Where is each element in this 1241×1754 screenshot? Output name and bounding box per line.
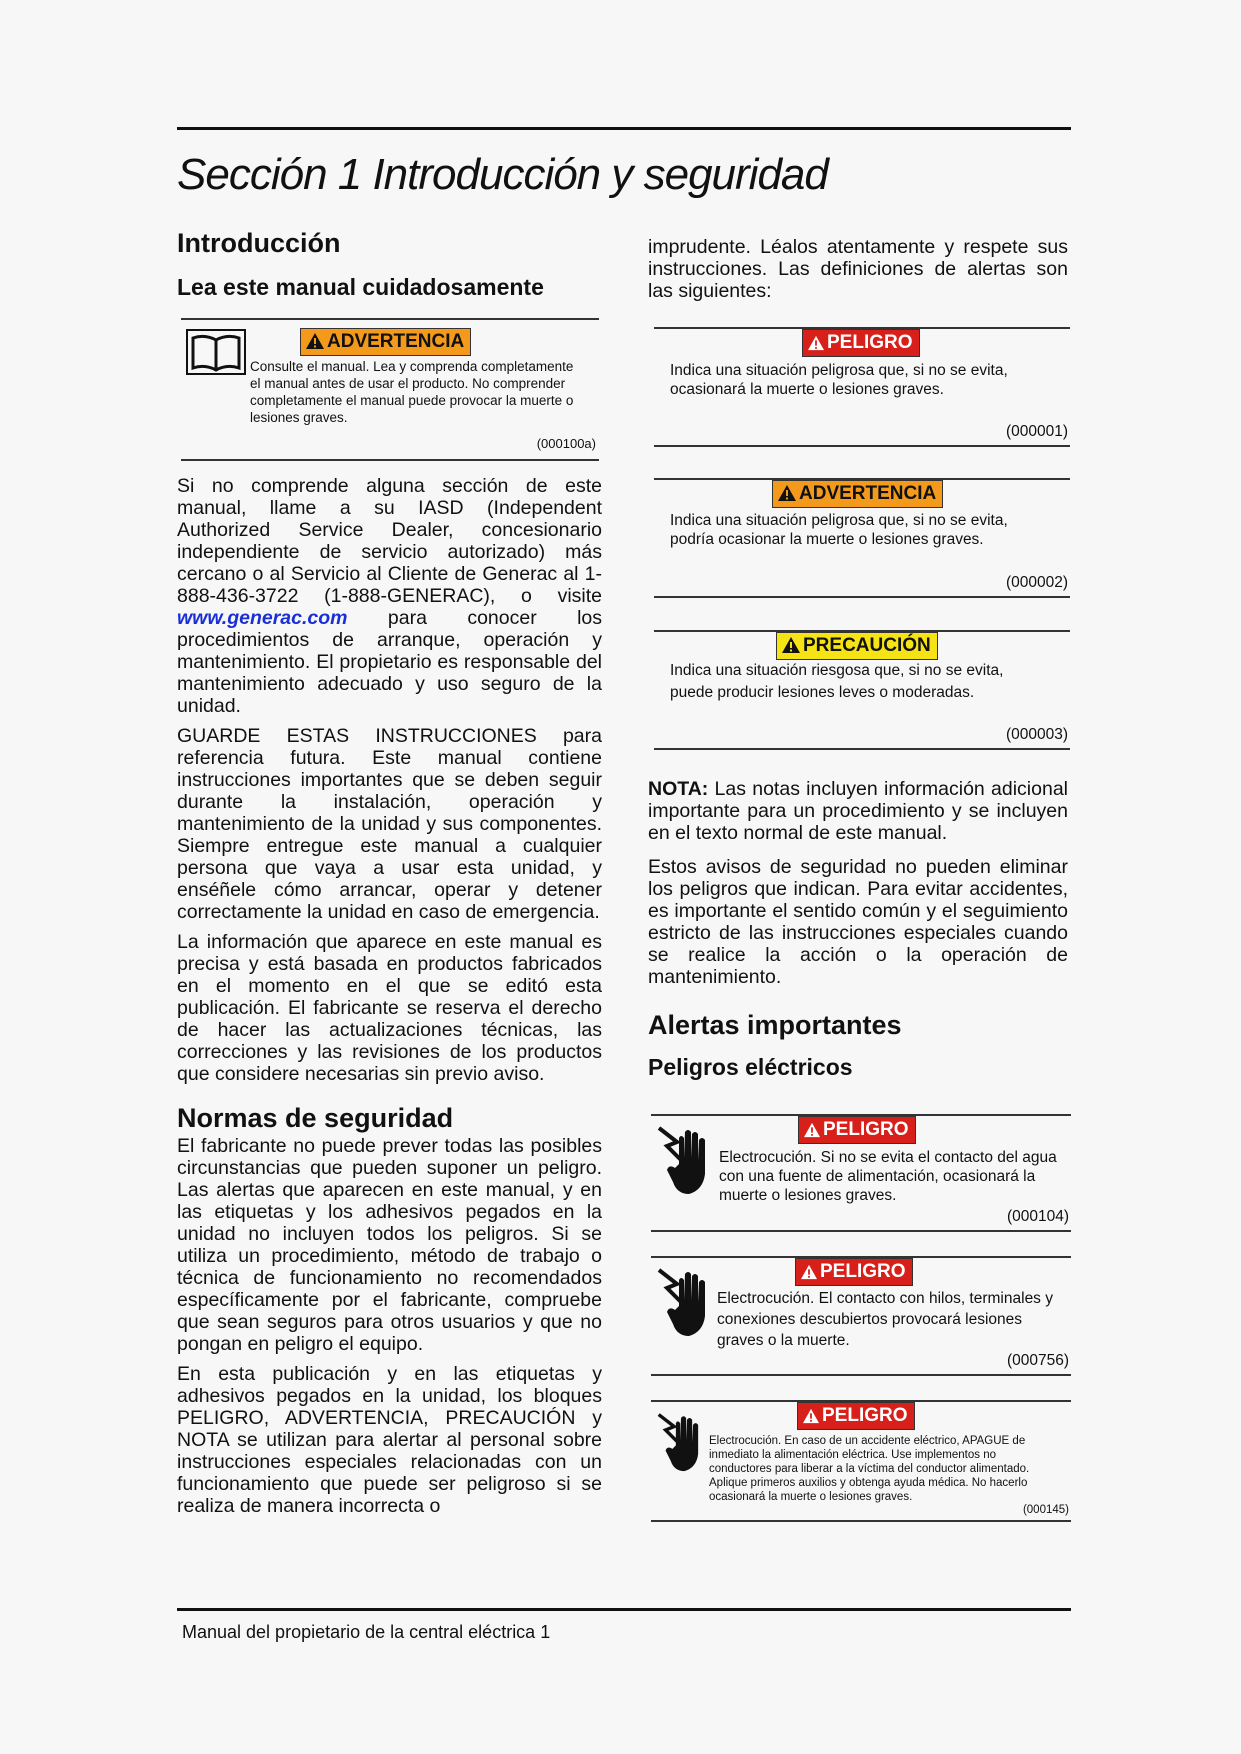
warning-triangle-icon [777,484,797,502]
caution-badge [776,632,938,660]
electrocution-alert-wires [651,1256,1071,1376]
warning-triangle-icon [305,332,325,350]
warning-badge-label: ADVERTENCIA [327,331,465,352]
danger-badge [797,1402,915,1430]
alert-water-code: (000104) [1006,1208,1069,1225]
danger-badge-label: PELIGRO [822,1405,908,1426]
notice-paragraph: Estos avisos de seguridad no pueden eliminar los peligros que indican. Para evitar accidentes, es importante el sentido común y el seguimiento estricto de las instrucciones especiales cuando se realice la acción o la operación de mantenimiento. [648,856,1068,988]
danger-definition-code: (000001) [1005,423,1068,440]
warning-badge [300,328,471,356]
alert-water-text: Electrocución. Si no se evita el contacto del agua con una fuente de alimentación, ocasionará la muerte o lesiones graves. [719,1149,1057,1204]
alert-wires-text: Electrocución. El contacto con hilos, terminales y conexiones descubiertos provocará lesiones graves o la muerte. [717,1290,1053,1349]
warning-badge [772,480,943,508]
right-column [648,236,1068,310]
warning-triangle-icon [781,636,801,654]
alert-accident-code: (000145) [1022,1504,1069,1516]
caution-definition-text: Indica una situación riesgosa que, si no se evita, puede producir lesiones leves o moderadas. [670,662,1004,701]
definition-warning-box [654,478,1070,598]
safety-paragraph-2: En esta publicación y en las etiquetas y adhesivos pegados en la unidad, los bloques PELIGRO, ADVERTENCIA, PRECAUCIÓN y NOTA se utilizan para alertar al personal sobre instrucciones especiales relacionadas con un funcionamiento que puede ser peligroso si se realiza de manera incorrecta o [177,1363,602,1517]
electrical-hazards-subheading: Peligros eléctricos [648,1054,853,1080]
generac-link[interactable]: www.generac.com [177,607,348,629]
danger-badge-label: PELIGRO [823,1119,909,1140]
alert-accident-text: Electrocución. En caso de un accidente eléctrico, APAGUE de inmediato la alimentación eléctrica. Use implementos no conductores para liberar a la víctima del conductor alimentado. Aplique primeros auxilios y obtenga ayuda médica. No hacerlo ocasionará la muerte o lesiones graves. [709,1435,1030,1503]
warning-triangle-icon [807,335,825,351]
danger-badge-label: PELIGRO [820,1261,906,1282]
danger-badge [802,329,920,357]
danger-badge [795,1258,913,1286]
warning-triangle-icon [800,1264,818,1280]
warning-badge-label: ADVERTENCIA [799,483,937,504]
alerts-heading: Alertas importantes [648,1010,902,1040]
right-column-lower [648,778,1068,1078]
note-paragraph [648,778,1068,844]
note-text: Las notas incluyen información adicional importante para un procedimiento y se incluyen en el texto normal de este manual. [648,778,1068,844]
warning-triangle-icon [803,1122,821,1138]
electrocution-hand-icon [657,1124,713,1196]
electrocution-alert-water [651,1114,1071,1232]
warning-definition-text: Indica una situación peligrosa que, si no se evita, podría ocasionar la muerte o lesiones graves. [670,512,1008,548]
book-icon [185,328,247,376]
definition-caution-box [654,630,1070,750]
intro-heading: Introducción [177,228,341,258]
danger-badge-label: PELIGRO [827,332,913,353]
page-title: Sección 1 Introducción y seguridad [177,150,828,199]
electrocution-alert-accident [651,1400,1071,1522]
read-manual-subheading: Lea este manual cuidadosamente [177,274,544,300]
caution-badge-label: PRECAUCIÓN [803,635,931,656]
intro-p1-text-cont: para conocer los procedimientos de arranque, operación y mantenimiento. El propietario es responsable del mantenimiento adecuado y uso seguro de la unidad. [177,607,602,717]
left-column [177,228,602,1525]
intro-paragraph-2: GUARDE ESTAS INSTRUCCIONES para referencia futura. Este manual contiene instrucciones importantes que se deben seguir durante la instalación, operación y mantenimiento de la unidad y sus componentes. Siempre entregue este manual a cualquier persona que vaya a usar esta unidad, y enséñele cómo arrancar, operar y detener correctamente la unidad en caso de emergencia. [177,725,602,923]
warning-definition-code: (000002) [1005,574,1068,591]
caution-definition-code: (000003) [1005,726,1068,743]
safety-paragraph-1: El fabricante no puede prever todas las posibles circunstancias que pueden suponer un peligro. Las alertas que aparecen en este manual, y en las etiquetas y los adhesivos pegados en la unidad no incluyen todos los peligros. Si se utiliza un procedimiento, método de trabajo o técnica de funcionamiento no recomendados específicamente por el fabricante, compruebe que sean seguros para otros usuarios y que no pongan en peligro el equipo. [177,1135,602,1355]
intro-paragraph-1 [177,475,602,717]
header-rule [177,127,1071,130]
manual-warning-text: Consulte el manual. Lea y comprenda completamente el manual antes de usar el producto. No comprender completamente el manual puede provocar la muerte o lesiones graves. [250,359,574,425]
alert-wires-code: (000756) [1006,1352,1069,1369]
intro-p1-text: Si no comprende alguna sección de este manual, llame a su IASD (Independent Authorized Service Dealer, concesionario independiente de servicio autorizado) más cercano o al Servicio al Cliente de Generac al 1-888-436-3722 (1-888-GENERAC), o visite [177,475,602,607]
manual-warning-code: (000100a) [536,436,596,451]
note-label: NOTA: [648,778,709,800]
footer-rule [177,1608,1071,1611]
danger-badge [798,1116,916,1144]
warning-triangle-icon [802,1408,820,1424]
definition-danger-box [654,327,1070,447]
safety-heading: Normas de seguridad [177,1103,454,1133]
footer-text: Manual del propietario de la central eléctrica 1 [182,1622,551,1642]
electrocution-hand-icon [657,1410,705,1474]
electrocution-hand-icon [657,1266,713,1338]
intro-paragraph-3: La información que aparece en este manual es precisa y está basada en productos fabricados en el momento en el que se editó esta publicación. El fabricante se reserva el derecho de hacer las actualizaciones técnicas, las correcciones y las revisiones de los productos que considere necesarias sin previo aviso. [177,931,602,1085]
danger-definition-text: Indica una situación peligrosa que, si no se evita, ocasionará la muerte o lesiones graves. [670,362,1008,398]
manual-warning-box [177,318,602,461]
safety-paragraph-2-continued: imprudente. Léalos atentamente y respete sus instrucciones. Las definiciones de alertas son las siguientes: [648,236,1068,302]
